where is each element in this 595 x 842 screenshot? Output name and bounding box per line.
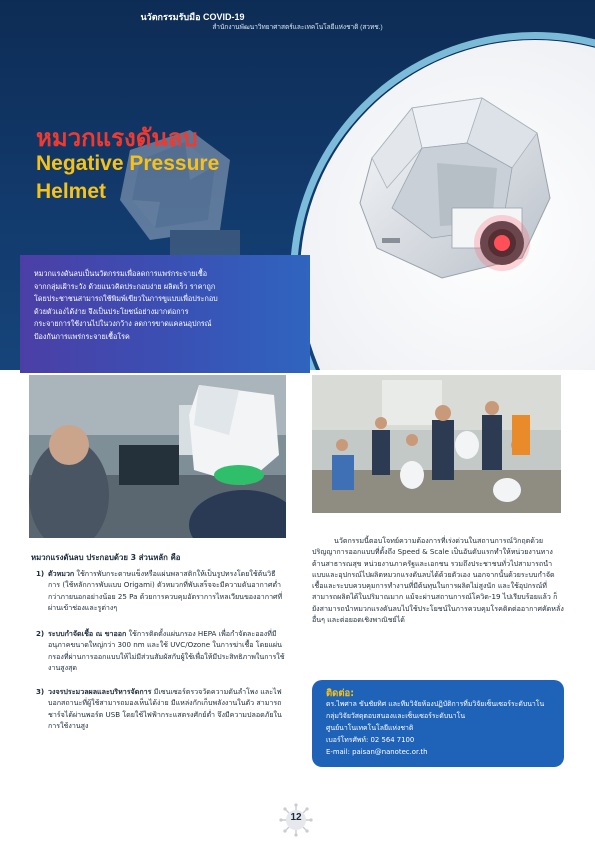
intro-line: ด้วยตัวเองได้ง่าย จึงเป็นประโยชน์อย่างมากต่อการ (34, 306, 189, 316)
part-text: ใช้การพับกระดาษแข็งหรือแผ่นพลาสติกให้เป็นรูปทรงโดยใช้ต้นวิธีการ (ใช้หลักการพับแบบ Origami) ตัวหมวกที่พับเสร็จจะมีความดันอากาศต่ำกว่าภายนอกอย่างน้อย 25 Pa ด้วยการควบคุมอัตราการไหลเวียนของอากาศที่ผ่านเข้าช่องและรูต่างๆ (48, 569, 283, 613)
page-title-thai: หมวกแรงดันลบ (36, 124, 198, 152)
part-label: วงจรประมวลผลและบริหารจัดการ (48, 687, 152, 696)
team-photo (312, 375, 561, 513)
contact-email[interactable]: E-mail: paisan@nanotec.or.th (326, 748, 428, 756)
intro-line: หมวกแรงดันลบเป็นนวัตกรรมเพื่อลดการแพร่กระจายเชื้อ (34, 269, 208, 278)
lab-photo (29, 375, 286, 538)
part-number: 3) (36, 687, 45, 696)
lab-photo-illustration (29, 375, 286, 538)
intro-text (34, 268, 306, 344)
page-title-english-line-1: Negative Pressure (36, 152, 220, 175)
contact-group: กลุ่มวิจัยวัสดุตอบสนองและเซ็นเซอร์ระดับนาโน (326, 712, 466, 720)
header-title: นวัตกรรมรับมือ COVID-19 (140, 12, 245, 22)
page-number: 12 (290, 812, 302, 823)
part-item-1 (36, 568, 286, 614)
intro-line: โดยประชาชนสามารถใช้พิมพ์เขียวในการขูแบบเพื่อประกอบ (34, 294, 218, 304)
page-title-english-line-2: Helmet (36, 180, 107, 203)
part-number: 2) (36, 629, 45, 638)
part-body (48, 568, 286, 614)
part-text: ใช้การติดตั้งแผ่นกรอง HEPA เพื่อกำจัดละอองที่มีอนุภาคขนาดใหญ่กว่า 300 nm และใช้ UVC/Ozone ในการฆ่าเชื้อ โดยแผ่นกรองที่ผ่านการออกแบบให้ไม่มีส่วนสัมผัสกับผู้ใช้เพื่อให้มีประสิทธิภาพในการใช้งานสูงสุด (48, 629, 285, 673)
contact-researcher: ดร.ไพศาล ขันชัยทิศ และทีมวิจัยห้องปฏิบัติการที่มวิจัยเซ็นเซอร์ระดับนาโน (326, 700, 545, 708)
part-body (48, 686, 286, 732)
part-item-3 (36, 686, 286, 732)
team-photo-illustration (312, 375, 561, 513)
contact-center: ศูนย์นาโนเทคโนโลยีแห่งชาติ (326, 724, 414, 732)
part-body (48, 628, 286, 674)
part-item-2 (36, 628, 286, 674)
part-text: มีเซนเซอร์ตรวจวัดความดันลำโพง และไฟบอกสถานะที่ผู้ใช้สามารถมองเห็นได้ง่าย มีแหล่งกักเก็บพลังงานในตัว สามารถชาร์จได้ผ่านพอร์ต USB โดยใช้ไฟฟ้ากระแสตรงศักย์ต่ำ จึงมีความปลอดภัยในการใช้งานสูง (48, 687, 282, 731)
intro-line: จากกลุ่มเฝ้าระวัง ด้วยแนวคิดประกอบง่าย ผลิตเร็ว ราคาถูก (34, 281, 216, 291)
story-paragraph: นวัตกรรมนี้ตอบโจทย์ความต้องการที่เร่งด่วนในสถานการณ์วิกฤตด้วยปริญญาการออกแบบที่ตั้งถึง Speed & Scale เป็นอันดับแรกทำให้หน่วยงานทางด้านสาธารณสุข หน่วยงานภาครัฐและเอกชน รวมถึงประชาชนทั่วไปสามารถนำแบบและอุปกรณ์ไปผลิตหมวกแรงดันลบได้ด้วยตัวเอง นอกจากนั้นด้วยระบบกำจัดเชื้อและระบบควบคุมการทำงานที่มีต้นทุนในการผลิตไม่สูงนัก และใช้อุปกรณ์ที่สามารถผลิตได้ในปริมาณมาก แม้จะผ่านสถานการณ์โควิด-19 ไปเรียบร้อยแล้ว ก็ยังสามารถนำหมวกแรงดันลบไปใช้ประโยชน์ในการควบคุมโรคติดต่ออากาศคัดหลั่งอื่นๆ และต่อยอดเชิงพาณิชย์ได้ (312, 536, 564, 625)
parts-heading: หมวกแรงดันลบ ประกอบด้วย 3 ส่วนหลัก คือ (31, 553, 181, 562)
part-label: ตัวหมวก (48, 569, 75, 578)
part-label: ระบบกำจัดเชื้อ ณ ขาออก (48, 629, 127, 638)
contact-heading: ติดต่อ: (326, 688, 355, 699)
intro-line: ป้องกันการแพร่กระจายเชื้อโรค (34, 331, 130, 341)
header-subtitle: สำนักงานพัฒนาวิทยาศาสตร์และเทคโนโลยีแห่งชาติ (สวทช.) (212, 24, 383, 31)
intro-line: กระจายการใช้งานไปในวงกว้าง ลดการขาดแคลนอุปกรณ์ (34, 319, 212, 329)
negative-pressure-helmet-image (352, 88, 562, 288)
contact-phone: เบอร์โทรศัพท์: 02 564 7100 (326, 736, 415, 744)
part-number: 1) (36, 569, 45, 578)
